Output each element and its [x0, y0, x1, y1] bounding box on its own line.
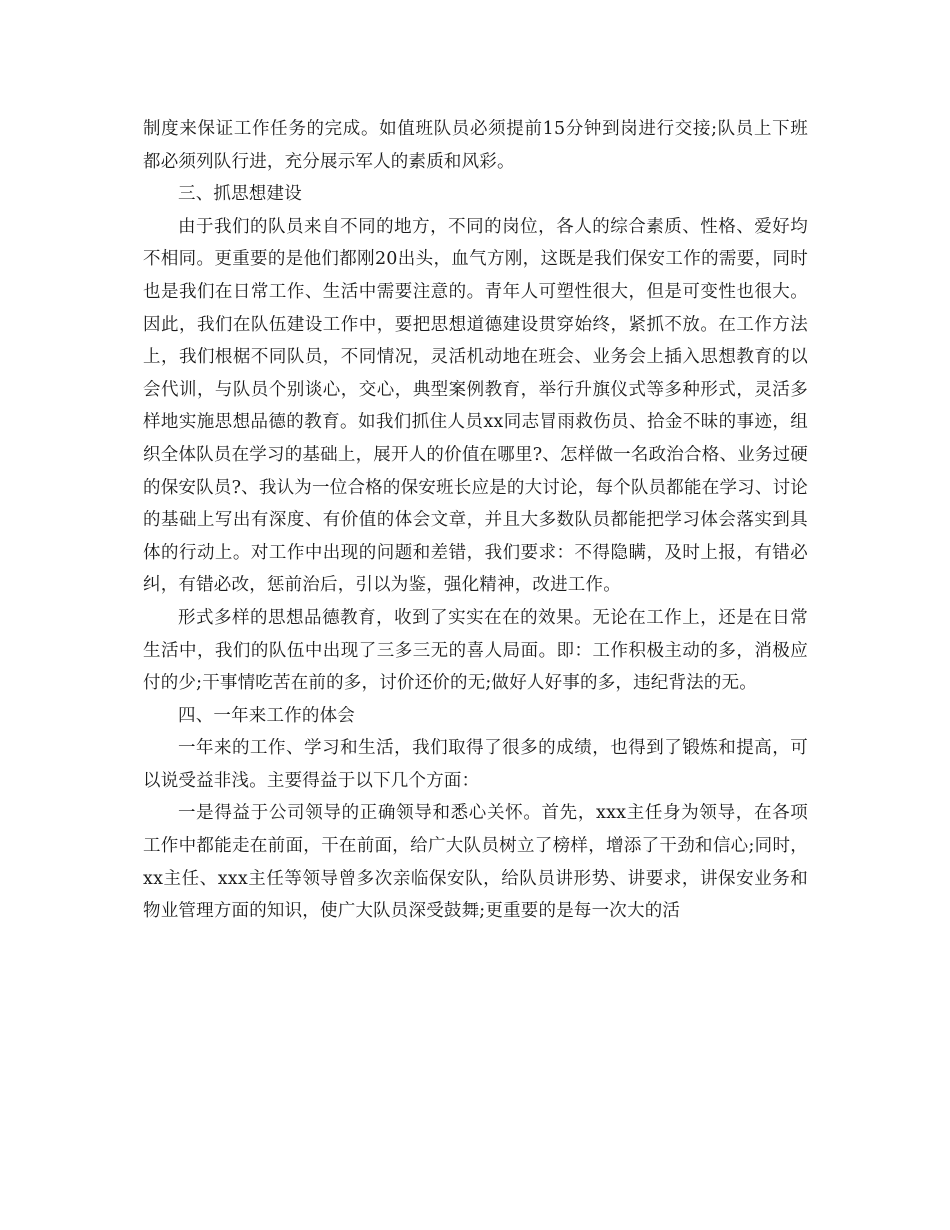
paragraph-continuation: 制度来保证工作任务的完成。如值班队员必须提前15分钟到岗进行交接;队员上下班都必须列队行进，充分展示军人的素质和风彩。 [143, 119, 808, 172]
paragraph-results: 形式多样的思想品德教育，收到了实实在在的效果。无论在工作上，还是在日常生活中，我们的队伍中出现了三多三无的喜人局面。即：工作积极主动的多，消极应付的少;干事情吃苦在前的多，讨价还价的无;做好人好事的多，违纪背法的无。 [143, 607, 808, 694]
paragraph-summary: 一年来的工作、学习和生活，我们取得了很多的成绩，也得到了锻炼和提高，可以说受益非浅。主要得益于以下几个方面： [143, 738, 808, 791]
document-body [143, 113, 808, 928]
paragraph-ideology: 由于我们的队员来自不同的地方，不同的岗位，各人的综合素质、性格、爱好均不相同。更重要的是他们都刚20出头，血气方刚，这既是我们保安工作的需要，同时也是我们在日常工作、生活中需要注意的。青年人可塑性很大，但是可变性也很大。因此，我们在队伍建设工作中，要把思想道德建设贯穿始终，紧抓不放。在工作方法上，我们根椐不同队员，不同情况，灵活机动地在班会、业务会上插入思想教育的以会代训，与队员个别谈心，交心，典型案例教育，举行升旗仪式等多种形式，灵活多样地实施思想品德的教育。如我们抓住人员xx同志冒雨救伤员、拾金不昧的事迹，组织全体队员在学习的基础上，展开人的价值在哪里?、怎样做一名政治合格、业务过硬的保安队员?、我认为一位合格的保安班长应是的大讨论，每个队员都能在学习、讨论的基础上写出有深度、有价值的体会文章，并且大多数队员都能把学习体会落实到具体的行动上。对工作中出现的问题和差错，我们要求：不得隐瞒，及时上报，有错必纠，有错必改，惩前治后，引以为鉴，强化精神，改进工作。 [143, 216, 808, 596]
section-heading-3: 三、抓思想建设 [178, 184, 302, 205]
section-heading-4: 四、一年来工作的体会 [178, 705, 355, 726]
paragraph-first-point: 一是得益于公司领导的正确领导和悉心关怀。首先，xxx主任身为领导，在各项工作中都能走在前面，干在前面，给广大队员树立了榜样，增添了干劲和信心;同时，xx主任、xxx主任等领导曾多次亲临保安队，给队员讲形势、讲要求，讲保安业务和物业管理方面的知识，使广大队员深受鼓舞;更重要的是每一次大的活 [143, 803, 808, 922]
